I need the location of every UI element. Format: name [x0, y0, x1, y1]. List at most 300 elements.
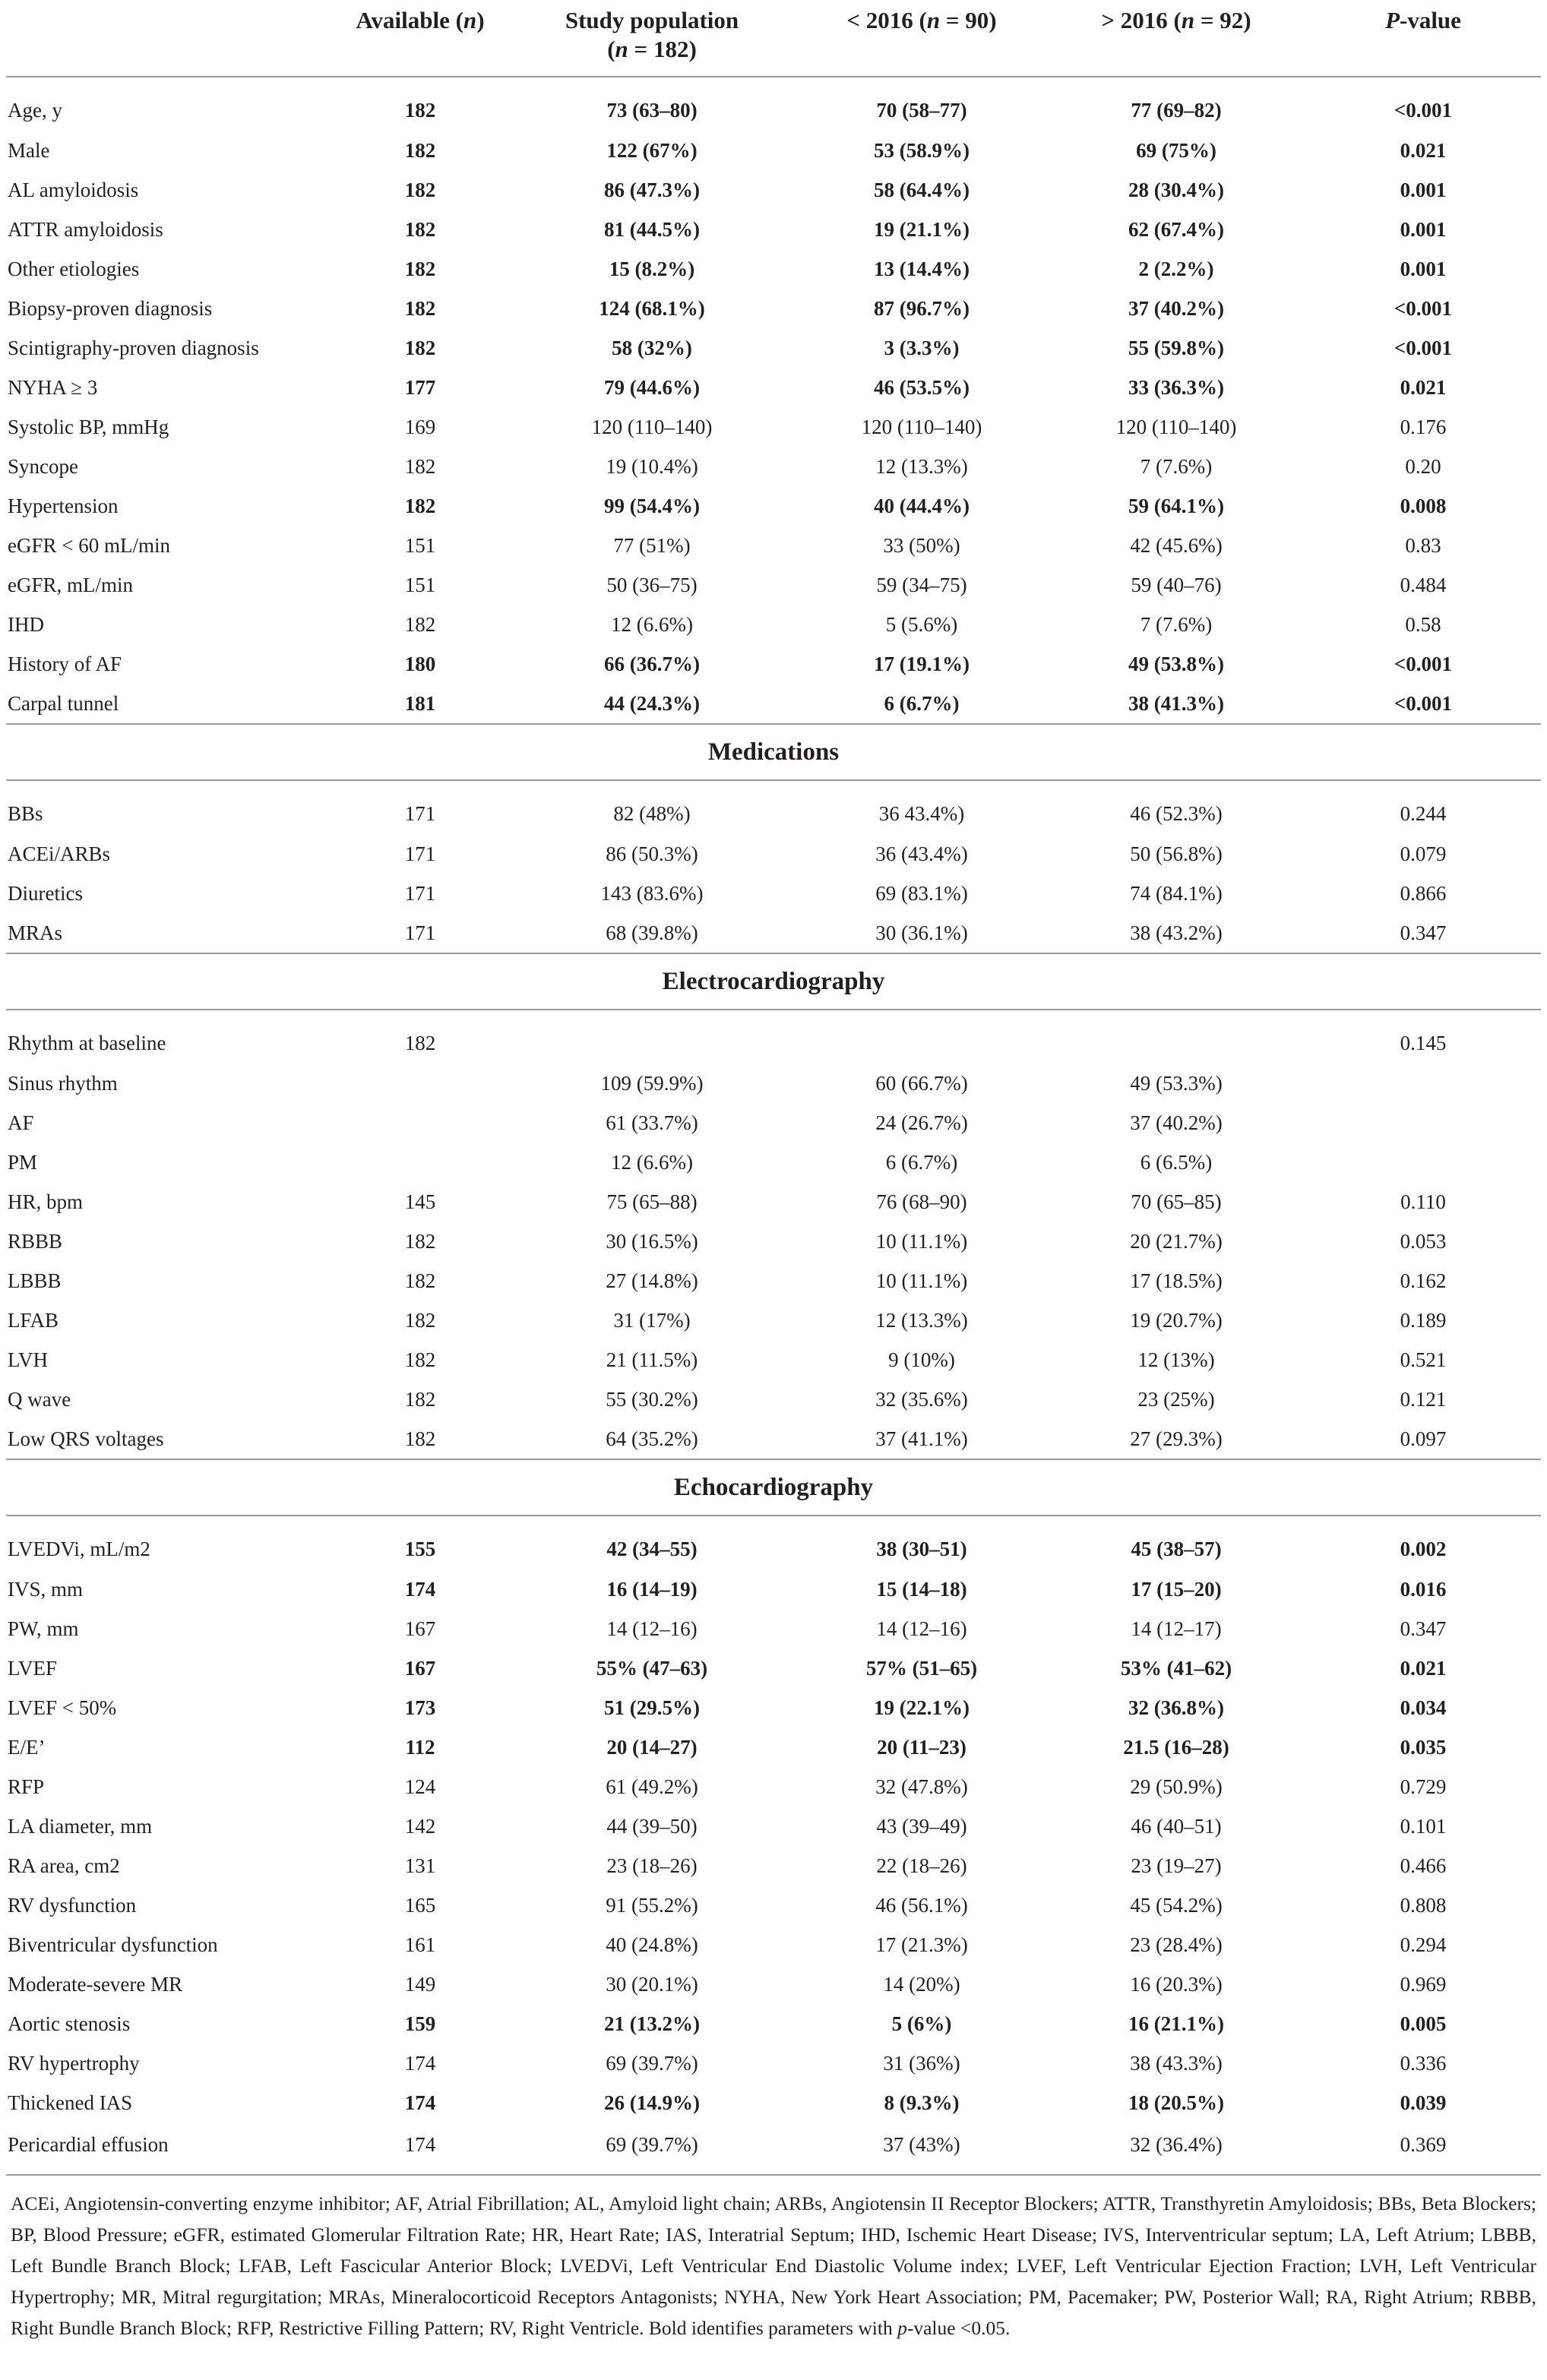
- p-value-cell: 0.035: [1400, 1735, 1447, 1759]
- table-row: [6, 170, 1541, 210]
- row-label: Syncope: [8, 454, 78, 478]
- post-2016-cell: 7 (7.6%): [1140, 454, 1213, 478]
- pre-2016-cell: 19 (21.1%): [874, 217, 970, 241]
- table-row: [6, 605, 1541, 644]
- post-2016-cell: 23 (28.4%): [1130, 1933, 1223, 1956]
- post-2016-cell: 46 (52.3%): [1130, 801, 1223, 825]
- post-2016-cell: 16 (21.1%): [1128, 2012, 1224, 2035]
- table-row: [6, 2083, 1541, 2122]
- study-cell: 82 (48%): [613, 801, 691, 825]
- post-2016-cell: 7 (7.6%): [1140, 612, 1213, 636]
- study-cell: 14 (12–16): [606, 1617, 698, 1640]
- pre-2016-cell: 22 (18–26): [876, 1854, 967, 1877]
- study-cell: 58 (32%): [612, 336, 692, 359]
- p-value-cell: <0.001: [1394, 691, 1453, 715]
- available-cell: 182: [404, 494, 436, 517]
- study-cell: 68 (39.8%): [606, 921, 698, 944]
- table-row: [6, 1340, 1541, 1380]
- study-cell: 109 (59.9%): [600, 1071, 704, 1095]
- row-label: ATTR amyloidosis: [8, 217, 163, 241]
- table-row: [6, 1064, 1541, 1103]
- available-cell: 182: [404, 217, 436, 241]
- row-label: Hypertension: [8, 494, 119, 517]
- study-cell: 64 (35.2%): [606, 1427, 698, 1450]
- post-2016-cell: 62 (67.4%): [1128, 217, 1224, 241]
- available-cell: 171: [404, 842, 436, 865]
- p-value-cell: 0.83: [1405, 533, 1441, 557]
- pre-2016-cell: 46 (56.1%): [875, 1893, 968, 1917]
- available-cell: 182: [404, 1031, 436, 1054]
- p-value-cell: 0.189: [1400, 1308, 1447, 1332]
- study-cell: 20 (14–27): [606, 1735, 698, 1759]
- study-cell: 124 (68.1%): [599, 296, 705, 320]
- available-cell: 182: [404, 1387, 436, 1411]
- p-value-cell: 0.053: [1400, 1229, 1447, 1253]
- available-cell: 174: [404, 1577, 436, 1601]
- available-cell: 171: [404, 921, 436, 944]
- pre-2016-cell: 17 (21.3%): [875, 1933, 968, 1956]
- row-label: Low QRS voltages: [8, 1427, 164, 1450]
- pre-2016-cell: 70 (58–77): [876, 98, 967, 122]
- post-2016-cell: 46 (40–51): [1131, 1814, 1222, 1838]
- p-value-cell: 0.484: [1400, 573, 1447, 596]
- table-row: [6, 2043, 1541, 2083]
- study-cell: 61 (49.2%): [606, 1775, 698, 1798]
- row-label: AL amyloidosis: [8, 178, 139, 201]
- post-2016-cell: 29 (50.9%): [1130, 1775, 1223, 1798]
- header-study-population: Study population (n = 182): [508, 0, 796, 77]
- row-label: BBs: [8, 801, 43, 825]
- pre-2016-cell: [796, 1010, 1047, 1064]
- study-cell: 31 (17%): [613, 1308, 691, 1332]
- post-2016-cell: 14 (12–17): [1131, 1617, 1222, 1640]
- p-value-cell: 0.034: [1400, 1696, 1447, 1719]
- pre-2016-cell: 32 (35.6%): [875, 1387, 968, 1411]
- available-cell: 180: [404, 652, 436, 675]
- study-cell: 99 (54.4%): [604, 494, 700, 517]
- post-2016-cell: 28 (30.4%): [1128, 178, 1224, 201]
- study-cell: 91 (55.2%): [606, 1893, 698, 1917]
- available-cell: 174: [404, 2091, 436, 2114]
- table-row: [6, 1516, 1541, 1569]
- post-2016-cell: 77 (69–82): [1131, 98, 1222, 122]
- header-before-2016: < 2016 (n = 90): [796, 0, 1047, 77]
- study-cell: 120 (110–140): [591, 415, 713, 438]
- table-row: [6, 249, 1541, 289]
- row-label: RV hypertrophy: [8, 2051, 140, 2075]
- row-label: Pericardial effusion: [8, 2132, 169, 2156]
- table-row: [6, 407, 1541, 447]
- available-cell: 169: [404, 415, 436, 438]
- post-2016-cell: 6 (6.5%): [1140, 1150, 1213, 1174]
- study-cell: 44 (24.3%): [604, 691, 700, 715]
- study-cell: 21 (11.5%): [606, 1348, 698, 1371]
- row-label: History of AF: [8, 652, 122, 675]
- section-header-medications: [6, 724, 1541, 780]
- row-label: LA diameter, mm: [8, 1814, 153, 1838]
- available-cell: 182: [404, 1427, 436, 1450]
- post-2016-cell: 37 (40.2%): [1128, 296, 1224, 320]
- p-value-cell: 0.808: [1400, 1893, 1447, 1917]
- row-label: Other etiologies: [8, 257, 140, 280]
- row-label: Biopsy-proven diagnosis: [8, 296, 213, 320]
- row-label: LVEF < 50%: [8, 1696, 117, 1719]
- table-row: [6, 1806, 1541, 1846]
- study-cell: 40 (24.8%): [606, 1933, 698, 1956]
- post-2016-cell: 2 (2.2%): [1138, 257, 1214, 280]
- available-cell: 182: [404, 257, 436, 280]
- pre-2016-cell: 31 (36%): [883, 2051, 960, 2075]
- p-value-cell: 0.001: [1400, 217, 1447, 241]
- study-cell: 12 (6.6%): [611, 612, 693, 636]
- table-row: [6, 368, 1541, 407]
- study-cell: 16 (14–19): [606, 1577, 698, 1601]
- pre-2016-cell: 32 (47.8%): [875, 1775, 968, 1798]
- post-2016-cell: 17 (15–20): [1131, 1577, 1222, 1601]
- table-row: [6, 1964, 1541, 2004]
- study-cell: 73 (63–80): [606, 98, 698, 122]
- p-value-cell: 0.145: [1400, 1031, 1447, 1054]
- pre-2016-cell: 40 (44.4%): [874, 494, 970, 517]
- table-body: [6, 77, 1541, 2344]
- row-label: IVS, mm: [8, 1577, 84, 1601]
- available-cell: 145: [404, 1190, 436, 1213]
- post-2016-cell: 33 (36.3%): [1128, 375, 1224, 399]
- study-cell: 30 (16.5%): [606, 1229, 698, 1253]
- study-cell: 15 (8.2%): [609, 257, 695, 280]
- section-title: Medications: [6, 724, 1541, 780]
- pre-2016-cell: 46 (53.5%): [874, 375, 970, 399]
- pre-2016-cell: 58 (64.4%): [874, 178, 970, 201]
- table-row: [6, 2122, 1541, 2175]
- pre-2016-cell: 53 (58.9%): [874, 138, 970, 162]
- available-cell: 173: [404, 1696, 436, 1719]
- post-2016-cell: 59 (40–76): [1131, 573, 1222, 596]
- available-cell: 155: [404, 1537, 436, 1560]
- row-label: LVEDVi, mL/m2: [8, 1537, 150, 1560]
- table-row: [6, 1301, 1541, 1340]
- study-cell: 143 (83.6%): [600, 881, 704, 905]
- p-value-cell: 0.162: [1400, 1269, 1447, 1292]
- table-row: [6, 2004, 1541, 2043]
- pre-2016-cell: 38 (30–51): [876, 1537, 967, 1560]
- table-row: [6, 1261, 1541, 1301]
- post-2016-cell: 27 (29.3%): [1130, 1427, 1223, 1450]
- post-2016-cell: 38 (43.2%): [1130, 921, 1223, 944]
- post-2016-cell: 21.5 (16–28): [1123, 1735, 1229, 1759]
- table-row: [6, 1885, 1541, 1925]
- p-value-cell: 0.294: [1400, 1933, 1447, 1956]
- post-2016-cell: [1047, 1010, 1305, 1064]
- row-label: LFAB: [8, 1308, 59, 1332]
- pre-2016-cell: 37 (41.1%): [875, 1427, 968, 1450]
- pre-2016-cell: 76 (68–90): [876, 1190, 967, 1213]
- pre-2016-cell: 10 (11.1%): [875, 1269, 968, 1292]
- pre-2016-cell: 33 (50%): [883, 533, 960, 557]
- post-2016-cell: 45 (54.2%): [1130, 1893, 1223, 1917]
- study-cell: 19 (10.4%): [606, 454, 698, 478]
- row-label: Q wave: [8, 1387, 71, 1411]
- available-cell: 151: [404, 573, 436, 596]
- post-2016-cell: 49 (53.8%): [1128, 652, 1224, 675]
- footnote-row: [6, 2175, 1541, 2344]
- row-label: NYHA ≥ 3: [8, 375, 98, 399]
- post-2016-cell: 70 (65–85): [1131, 1190, 1222, 1213]
- pre-2016-cell: 8 (9.3%): [884, 2091, 960, 2114]
- row-label: Carpal tunnel: [8, 691, 119, 715]
- study-cell: 51 (29.5%): [604, 1696, 700, 1719]
- p-value-cell: 0.002: [1400, 1537, 1447, 1560]
- study-cell: 55% (47–63): [596, 1656, 708, 1680]
- post-2016-cell: 55 (59.8%): [1128, 336, 1224, 359]
- post-2016-cell: 38 (41.3%): [1128, 691, 1224, 715]
- post-2016-cell: 42 (45.6%): [1130, 533, 1223, 557]
- pre-2016-cell: 30 (36.1%): [875, 921, 968, 944]
- pre-2016-cell: 57% (51–65): [865, 1656, 978, 1680]
- available-cell: 182: [404, 1348, 436, 1371]
- table-row: [6, 328, 1541, 368]
- p-value-cell: 0.58: [1405, 612, 1441, 636]
- pre-2016-cell: 14 (20%): [883, 1972, 960, 1996]
- study-cell: 81 (44.5%): [604, 217, 700, 241]
- study-cell: 86 (47.3%): [604, 178, 700, 201]
- table-row: [6, 1103, 1541, 1143]
- row-label: RFP: [8, 1775, 45, 1798]
- available-cell: 182: [404, 138, 436, 162]
- table-row: [6, 1609, 1541, 1648]
- p-value-cell: [1305, 1064, 1541, 1103]
- row-label: eGFR, mL/min: [8, 573, 134, 596]
- p-value-cell: 0.369: [1400, 2132, 1447, 2156]
- row-label: IHD: [8, 612, 44, 636]
- row-label: Sinus rhythm: [8, 1071, 118, 1095]
- row-label: E/E’: [8, 1735, 46, 1759]
- post-2016-cell: 32 (36.8%): [1128, 1696, 1224, 1719]
- study-cell: 66 (36.7%): [604, 652, 700, 675]
- post-2016-cell: 32 (36.4%): [1130, 2132, 1223, 2156]
- pre-2016-cell: 36 43.4%): [878, 801, 965, 825]
- post-2016-cell: 18 (20.5%): [1128, 2091, 1224, 2114]
- header-available: Available (n): [333, 0, 508, 77]
- row-label: RBBB: [8, 1229, 63, 1253]
- post-2016-cell: 20 (21.7%): [1130, 1229, 1223, 1253]
- p-value-cell: 0.001: [1400, 257, 1447, 280]
- pre-2016-cell: 59 (34–75): [876, 573, 967, 596]
- study-cell: 23 (18–26): [606, 1854, 698, 1877]
- study-cell: 75 (65–88): [606, 1190, 698, 1213]
- header-label-col: [6, 0, 333, 77]
- available-cell: [333, 1064, 508, 1103]
- table-header: [6, 0, 1541, 77]
- table-row: [6, 913, 1541, 953]
- pre-2016-cell: 14 (12–16): [876, 1617, 967, 1640]
- pre-2016-cell: 36 (43.4%): [875, 842, 968, 865]
- pre-2016-cell: 87 (96.7%): [874, 296, 970, 320]
- table-row: [6, 1222, 1541, 1261]
- available-cell: 171: [404, 881, 436, 905]
- p-value-cell: 0.021: [1400, 375, 1447, 399]
- table-row: [6, 1648, 1541, 1688]
- baseline-characteristics-table: [6, 0, 1541, 2344]
- p-value-cell: 0.079: [1400, 842, 1447, 865]
- p-value-cell: <0.001: [1394, 98, 1453, 122]
- table-row: [6, 1569, 1541, 1609]
- study-cell: 50 (36–75): [606, 573, 698, 596]
- study-cell: 122 (67%): [606, 138, 698, 162]
- study-cell: 69 (39.7%): [606, 2132, 698, 2156]
- pre-2016-cell: 60 (66.7%): [875, 1071, 968, 1095]
- study-cell: 79 (44.6%): [604, 375, 700, 399]
- available-cell: 151: [404, 533, 436, 557]
- post-2016-cell: 37 (40.2%): [1130, 1111, 1223, 1134]
- post-2016-cell: 23 (25%): [1137, 1387, 1215, 1411]
- row-label: LBBB: [8, 1269, 62, 1292]
- p-value-cell: 0.466: [1400, 1854, 1447, 1877]
- pre-2016-cell: 15 (14–18): [876, 1577, 967, 1601]
- available-cell: 182: [404, 336, 436, 359]
- post-2016-cell: 23 (19–27): [1131, 1854, 1222, 1877]
- table-row: [6, 1419, 1541, 1459]
- available-cell: 131: [404, 1854, 436, 1877]
- row-label: MRAs: [8, 921, 63, 944]
- p-value-cell: 0.969: [1400, 1972, 1447, 1996]
- available-cell: 171: [404, 801, 436, 825]
- available-cell: 174: [404, 2051, 436, 2075]
- available-cell: 182: [404, 1229, 436, 1253]
- row-label: Thickened IAS: [8, 2091, 133, 2114]
- table-row: [6, 1925, 1541, 1964]
- row-label: Age, y: [8, 98, 62, 122]
- available-cell: 182: [404, 1269, 436, 1292]
- available-cell: 181: [404, 691, 436, 715]
- study-cell: 55 (30.2%): [606, 1387, 698, 1411]
- available-cell: 182: [404, 296, 436, 320]
- p-value-cell: 0.521: [1400, 1348, 1447, 1371]
- p-value-cell: <0.001: [1394, 652, 1453, 675]
- available-cell: 182: [404, 454, 436, 478]
- pre-2016-cell: 43 (39–49): [876, 1814, 967, 1838]
- p-value-cell: 0.244: [1400, 801, 1447, 825]
- p-value-cell: 0.008: [1400, 494, 1447, 517]
- p-value-cell: <0.001: [1394, 296, 1453, 320]
- study-cell: [508, 1010, 796, 1064]
- p-value-cell: 0.097: [1400, 1427, 1447, 1450]
- available-cell: 182: [404, 178, 436, 201]
- table-row: [6, 289, 1541, 328]
- study-cell: 12 (6.6%): [611, 1150, 693, 1174]
- table-row: [6, 1143, 1541, 1182]
- p-value-cell: 0.729: [1400, 1775, 1447, 1798]
- study-cell: 44 (39–50): [606, 1814, 698, 1838]
- pre-2016-cell: 69 (83.1%): [875, 881, 968, 905]
- p-value-cell: 0.866: [1400, 881, 1447, 905]
- row-label: Systolic BP, mmHg: [8, 415, 169, 438]
- pre-2016-cell: 20 (11–23): [877, 1735, 966, 1759]
- available-cell: 182: [404, 1308, 436, 1332]
- available-cell: 174: [404, 2132, 436, 2156]
- pre-2016-cell: 17 (19.1%): [874, 652, 970, 675]
- pre-2016-cell: 12 (13.3%): [875, 454, 968, 478]
- pre-2016-cell: 120 (110–140): [861, 415, 982, 438]
- row-label: Rhythm at baseline: [8, 1031, 166, 1054]
- study-cell: 30 (20.1%): [606, 1972, 698, 1996]
- p-value-cell: <0.001: [1394, 336, 1453, 359]
- available-cell: 124: [404, 1775, 436, 1798]
- table-row: [6, 684, 1541, 724]
- p-value-cell: 0.347: [1400, 1617, 1447, 1640]
- table-row: [6, 644, 1541, 684]
- pre-2016-cell: 5 (6%): [891, 2012, 952, 2035]
- section-title: Electrocardiography: [6, 953, 1541, 1010]
- p-value-cell: 0.20: [1405, 454, 1441, 478]
- p-value-cell: [1305, 1143, 1541, 1182]
- available-cell: 112: [405, 1735, 435, 1759]
- post-2016-cell: 53% (41–62): [1120, 1656, 1232, 1680]
- p-value-cell: 0.021: [1400, 138, 1447, 162]
- pre-2016-cell: 3 (3.3%): [884, 336, 960, 359]
- post-2016-cell: 45 (38–57): [1131, 1537, 1222, 1560]
- post-2016-cell: 49 (53.3%): [1130, 1071, 1223, 1095]
- study-cell: 26 (14.9%): [604, 2091, 700, 2114]
- row-label: PM: [8, 1150, 38, 1174]
- row-label: ACEi/ARBs: [8, 842, 111, 865]
- post-2016-cell: 17 (18.5%): [1130, 1269, 1223, 1292]
- row-label: Biventricular dysfunction: [8, 1933, 218, 1956]
- row-label: RV dysfunction: [8, 1893, 137, 1917]
- table-row: [6, 526, 1541, 565]
- available-cell: [333, 1103, 508, 1143]
- available-cell: 167: [404, 1617, 436, 1640]
- p-value-cell: 0.347: [1400, 921, 1447, 944]
- row-label: HR, bpm: [8, 1190, 84, 1213]
- post-2016-cell: 69 (75%): [1136, 138, 1216, 162]
- table-row: [6, 1182, 1541, 1222]
- p-value-cell: 0.039: [1400, 2091, 1447, 2114]
- table-row: [6, 210, 1541, 249]
- available-cell: 142: [404, 1814, 436, 1838]
- row-label: RA area, cm2: [8, 1854, 120, 1877]
- available-cell: 165: [404, 1893, 436, 1917]
- table-row: [6, 874, 1541, 913]
- table-row: [6, 1010, 1541, 1064]
- row-label: Diuretics: [8, 881, 83, 905]
- study-cell: 69 (39.7%): [606, 2051, 698, 2075]
- post-2016-cell: 38 (43.3%): [1130, 2051, 1223, 2075]
- study-cell: 86 (50.3%): [606, 842, 698, 865]
- study-cell: 27 (14.8%): [606, 1269, 698, 1292]
- p-value-cell: 0.121: [1400, 1387, 1447, 1411]
- section-header-ecg: [6, 953, 1541, 1010]
- table-row: [6, 834, 1541, 874]
- row-label: Male: [8, 138, 50, 162]
- pre-2016-cell: 24 (26.7%): [875, 1111, 968, 1134]
- header-p-value: P-value: [1305, 0, 1541, 77]
- available-cell: 182: [404, 612, 436, 636]
- pre-2016-cell: 13 (14.4%): [874, 257, 970, 280]
- p-value-cell: 0.336: [1400, 2051, 1447, 2075]
- p-value-cell: 0.021: [1400, 1656, 1447, 1680]
- row-label: LVEF: [8, 1656, 58, 1680]
- header-after-2016: > 2016 (n = 92): [1047, 0, 1305, 77]
- study-cell: 61 (33.7%): [606, 1111, 698, 1134]
- row-label: Aortic stenosis: [8, 2012, 131, 2035]
- row-label: LVH: [8, 1348, 49, 1371]
- table-row: [6, 486, 1541, 526]
- header-row: [6, 0, 1541, 77]
- table-row: [6, 77, 1541, 131]
- pre-2016-cell: 5 (5.6%): [885, 612, 958, 636]
- post-2016-cell: 19 (20.7%): [1130, 1308, 1223, 1332]
